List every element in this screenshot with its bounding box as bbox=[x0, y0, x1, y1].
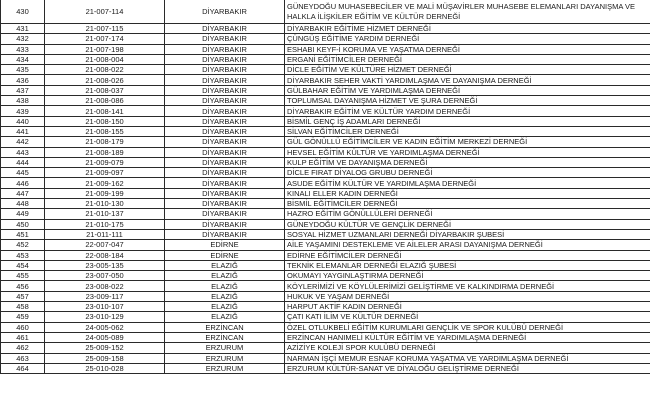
table-row bbox=[1, 34, 650, 44]
province: DİYARBAKIR bbox=[165, 157, 285, 167]
registry-code: 25-009-158 bbox=[45, 353, 165, 363]
association-name: BİSMİL EĞİTİMCİLER DERNEĞİ bbox=[285, 199, 650, 209]
province: DİYARBAKIR bbox=[165, 178, 285, 188]
row-number: 462 bbox=[1, 343, 45, 353]
association-name: NARMAN İŞÇİ MEMUR ESNAF KORUMA YAŞATMA VE YARDIMLAŞMA DERNEĞİ bbox=[285, 353, 650, 363]
table-row bbox=[1, 126, 650, 136]
province: DİYARBAKIR bbox=[165, 137, 285, 147]
registry-code: 21-008-189 bbox=[45, 147, 165, 157]
registry-code: 23-009-117 bbox=[45, 291, 165, 301]
province: DİYARBAKIR bbox=[165, 0, 285, 24]
association-name: DİYARBAKIR SEHER VAKTİ YARDIMLAŞMA VE DAYANIŞMA DERNEĞİ bbox=[285, 75, 650, 85]
registry-code: 22-007-047 bbox=[45, 240, 165, 250]
table-row bbox=[1, 302, 650, 312]
table-row bbox=[1, 44, 650, 54]
association-name: DİCLE FIRAT DİYALOG GRUBU DERNEĞİ bbox=[285, 168, 650, 178]
row-number: 458 bbox=[1, 302, 45, 312]
row-number: 447 bbox=[1, 188, 45, 198]
registry-code: 21-010-175 bbox=[45, 219, 165, 229]
row-number: 463 bbox=[1, 353, 45, 363]
association-name: DİCLE EĞİTİM VE KÜLTÜRE HİZMET DERNEĞİ bbox=[285, 65, 650, 75]
registry-code: 24-005-062 bbox=[45, 322, 165, 332]
association-name: TEKNİK ELEMANLAR DERNEĞİ ELAZIĞ ŞUBESİ bbox=[285, 260, 650, 270]
row-number: 449 bbox=[1, 209, 45, 219]
table-row bbox=[1, 24, 650, 34]
association-name: ERZİNCAN HANIMELİ KÜLTÜR EĞİTİM VE YARDIMLAŞMA DERNEĞİ bbox=[285, 332, 650, 342]
association-name: ÇÜNGÜŞ EĞİTİME YARDIM DERNEĞİ bbox=[285, 34, 650, 44]
province: DİYARBAKIR bbox=[165, 85, 285, 95]
province: DİYARBAKIR bbox=[165, 188, 285, 198]
table-row bbox=[1, 250, 650, 260]
registry-code: 21-007-198 bbox=[45, 44, 165, 54]
registry-code: 25-009-152 bbox=[45, 343, 165, 353]
table-row bbox=[1, 209, 650, 219]
row-number: 439 bbox=[1, 106, 45, 116]
row-number: 444 bbox=[1, 157, 45, 167]
registry-code: 23-010-107 bbox=[45, 302, 165, 312]
table-row bbox=[1, 168, 650, 178]
row-number: 452 bbox=[1, 240, 45, 250]
province: ELAZIĞ bbox=[165, 271, 285, 281]
association-name: AİLE YAŞAMINI DESTEKLEME VE AİLELER ARASI DAYANIŞMA DERNEĞİ bbox=[285, 240, 650, 250]
registry-code: 24-005-089 bbox=[45, 332, 165, 342]
registry-code: 22-008-184 bbox=[45, 250, 165, 260]
province: ERZURUM bbox=[165, 363, 285, 373]
province: ELAZIĞ bbox=[165, 281, 285, 291]
province: DİYARBAKIR bbox=[165, 34, 285, 44]
registry-code: 21-008-022 bbox=[45, 65, 165, 75]
association-name: OKUMAYI YAYGINLAŞTIRMA DERNEĞİ bbox=[285, 271, 650, 281]
registry-code: 21-007-114 bbox=[45, 0, 165, 24]
province: ERZİNCAN bbox=[165, 332, 285, 342]
province: ELAZIĞ bbox=[165, 302, 285, 312]
row-number: 442 bbox=[1, 137, 45, 147]
registry-code: 21-007-115 bbox=[45, 24, 165, 34]
table-row bbox=[1, 219, 650, 229]
association-name: ESHABI KEYF-İ KORUMA VE YAŞATMA DERNEĞİ bbox=[285, 44, 650, 54]
association-name: HEVSEL EĞİTİM KÜLTÜR VE YARDIMLAŞMA DERNEĞİ bbox=[285, 147, 650, 157]
table-row bbox=[1, 332, 650, 342]
province: ERZİNCAN bbox=[165, 322, 285, 332]
row-number: 455 bbox=[1, 271, 45, 281]
table-row bbox=[1, 322, 650, 332]
province: DİYARBAKIR bbox=[165, 65, 285, 75]
association-name: HARPUT AKTİF KADIN DERNEĞİ bbox=[285, 302, 650, 312]
province: DİYARBAKIR bbox=[165, 126, 285, 136]
registry-code: 21-009-199 bbox=[45, 188, 165, 198]
row-number: 451 bbox=[1, 229, 45, 239]
registry-code: 25-010-028 bbox=[45, 363, 165, 373]
row-number: 461 bbox=[1, 332, 45, 342]
registry-code: 21-010-137 bbox=[45, 209, 165, 219]
association-name: ASUDE EĞİTİM KÜLTÜR VE YARDIMLAŞMA DERNEĞİ bbox=[285, 178, 650, 188]
table-row bbox=[1, 229, 650, 239]
table-row bbox=[1, 271, 650, 281]
row-number: 453 bbox=[1, 250, 45, 260]
province: DİYARBAKIR bbox=[165, 168, 285, 178]
association-name: HAZRO EĞİTİM GÖNÜLLÜLERİ DERNEĞİ bbox=[285, 209, 650, 219]
association-name: DİYARBAKIR EĞİTİM VE KÜLTÜR YARDIM DERNEĞİ bbox=[285, 106, 650, 116]
province: EDİRNE bbox=[165, 240, 285, 250]
table-row bbox=[1, 188, 650, 198]
table-row bbox=[1, 85, 650, 95]
table-row bbox=[1, 281, 650, 291]
province: EDİRNE bbox=[165, 250, 285, 260]
registry-code: 21-008-179 bbox=[45, 137, 165, 147]
province: DİYARBAKIR bbox=[165, 24, 285, 34]
association-name: SİLVAN EĞİTİMCİLER DERNEĞİ bbox=[285, 126, 650, 136]
row-number: 432 bbox=[1, 34, 45, 44]
row-number: 441 bbox=[1, 126, 45, 136]
registry-code: 21-008-086 bbox=[45, 96, 165, 106]
province: DİYARBAKIR bbox=[165, 147, 285, 157]
association-name: TOPLUMSAL DAYANIŞMA HİZMET VE ŞURA DERNEĞİ bbox=[285, 96, 650, 106]
row-number: 445 bbox=[1, 168, 45, 178]
registry-code: 23-005-135 bbox=[45, 260, 165, 270]
registry-code: 21-008-155 bbox=[45, 126, 165, 136]
registry-code: 23-007-050 bbox=[45, 271, 165, 281]
table-row bbox=[1, 0, 650, 24]
province: DİYARBAKIR bbox=[165, 75, 285, 85]
registry-code: 21-009-162 bbox=[45, 178, 165, 188]
table-row bbox=[1, 65, 650, 75]
row-number: 450 bbox=[1, 219, 45, 229]
row-number: 448 bbox=[1, 199, 45, 209]
province: DİYARBAKIR bbox=[165, 116, 285, 126]
association-name: KÖYLERİMİZİ VE KÖYLÜLERİMİZİ GELİŞTİRME VE KALKINDIRMA DERNEĞİ bbox=[285, 281, 650, 291]
table-row bbox=[1, 199, 650, 209]
registry-code: 21-009-079 bbox=[45, 157, 165, 167]
province: ELAZIĞ bbox=[165, 260, 285, 270]
row-number: 454 bbox=[1, 260, 45, 270]
table-row bbox=[1, 147, 650, 157]
table-row bbox=[1, 312, 650, 322]
table-body bbox=[1, 0, 650, 374]
registry-code: 21-008-141 bbox=[45, 106, 165, 116]
association-name: ERZURUM KÜLTÜR-SANAT VE DİYALOĞU GELİŞTİRME DERNEĞİ bbox=[285, 363, 650, 373]
association-name: GÜNEYDOĞU KÜLTÜR VE GENÇLİK DERNEĞİ bbox=[285, 219, 650, 229]
row-number: 435 bbox=[1, 65, 45, 75]
table-row bbox=[1, 353, 650, 363]
province: ELAZIĞ bbox=[165, 312, 285, 322]
registry-code: 21-007-174 bbox=[45, 34, 165, 44]
province: ELAZIĞ bbox=[165, 291, 285, 301]
row-number: 459 bbox=[1, 312, 45, 322]
registry-code: 21-008-037 bbox=[45, 85, 165, 95]
table-row bbox=[1, 157, 650, 167]
row-number: 443 bbox=[1, 147, 45, 157]
province: DİYARBAKIR bbox=[165, 199, 285, 209]
table-row bbox=[1, 137, 650, 147]
province: ERZURUM bbox=[165, 353, 285, 363]
association-name: HUKUK VE YAŞAM DERNEĞİ bbox=[285, 291, 650, 301]
table-row bbox=[1, 75, 650, 85]
registry-code: 21-008-150 bbox=[45, 116, 165, 126]
association-name: BİSMİL GENÇ İŞ ADAMLARI DERNEĞİ bbox=[285, 116, 650, 126]
association-name: ERGANİ EĞİTİMCİLER DERNEĞİ bbox=[285, 54, 650, 64]
row-number: 446 bbox=[1, 178, 45, 188]
association-name: KULP EĞİTİM VE DAYANIŞMA DERNEĞİ bbox=[285, 157, 650, 167]
row-number: 436 bbox=[1, 75, 45, 85]
registry-code: 21-011-111 bbox=[45, 229, 165, 239]
province: DİYARBAKIR bbox=[165, 96, 285, 106]
table-row bbox=[1, 96, 650, 106]
row-number: 456 bbox=[1, 281, 45, 291]
row-number: 464 bbox=[1, 363, 45, 373]
table-row bbox=[1, 363, 650, 373]
registry-code: 23-008-022 bbox=[45, 281, 165, 291]
province: ERZURUM bbox=[165, 343, 285, 353]
registry-code: 21-009-097 bbox=[45, 168, 165, 178]
table-row bbox=[1, 240, 650, 250]
table-row bbox=[1, 260, 650, 270]
registry-code: 21-008-026 bbox=[45, 75, 165, 85]
association-name: KINALI ELLER KADIN DERNEĞİ bbox=[285, 188, 650, 198]
row-number: 434 bbox=[1, 54, 45, 64]
association-name: ÖZEL OTLUKBELİ EĞİTİM KURUMLARI GENÇLİK VE SPOR KULÜBÜ DERNEĞİ bbox=[285, 322, 650, 332]
table-row bbox=[1, 54, 650, 64]
association-name: SOSYAL HİZMET UZMANLARI DERNEĞİ DİYARBAKIR ŞUBESİ bbox=[285, 229, 650, 239]
table-row bbox=[1, 178, 650, 188]
province: DİYARBAKIR bbox=[165, 54, 285, 64]
association-name: EDİRNE EĞİTİMCİLER DERNEĞİ bbox=[285, 250, 650, 260]
association-name: GÜL GÖNÜLLÜ EĞİTİMCİLER VE KADIN EĞİTİM MERKEZİ DERNEĞİ bbox=[285, 137, 650, 147]
table-row bbox=[1, 291, 650, 301]
association-name: GÜLBAHAR EĞİTİM VE YARDIMLAŞMA DERNEĞİ bbox=[285, 85, 650, 95]
row-number: 460 bbox=[1, 322, 45, 332]
province: DİYARBAKIR bbox=[165, 106, 285, 116]
registry-code: 21-010-130 bbox=[45, 199, 165, 209]
row-number: 457 bbox=[1, 291, 45, 301]
province: DİYARBAKIR bbox=[165, 219, 285, 229]
registry-code: 23-010-129 bbox=[45, 312, 165, 322]
row-number: 431 bbox=[1, 24, 45, 34]
association-name: DİYARBAKIR EĞİTİME HİZMET DERNEĞİ bbox=[285, 24, 650, 34]
province: DİYARBAKIR bbox=[165, 229, 285, 239]
row-number: 437 bbox=[1, 85, 45, 95]
row-number: 438 bbox=[1, 96, 45, 106]
row-number: 433 bbox=[1, 44, 45, 54]
table-row bbox=[1, 343, 650, 353]
registry-code: 21-008-004 bbox=[45, 54, 165, 64]
row-number: 440 bbox=[1, 116, 45, 126]
province: DİYARBAKIR bbox=[165, 44, 285, 54]
association-name: ÇATI KATI İLİM VE KÜLTÜR DERNEĞİ bbox=[285, 312, 650, 322]
province: DİYARBAKIR bbox=[165, 209, 285, 219]
association-name: GÜNEYDOĞU MUHASEBECİLER VE MALİ MÜŞAVİRLER MUHASEBE ELEMANLARI DAYANIŞMA VE HALKLA İLİŞKİLER EĞİTİM VE KÜLTÜR DERNEĞİ bbox=[285, 0, 650, 24]
table-row bbox=[1, 116, 650, 126]
association-name: AZİZİYE KOLEJİ SPOR KULÜBÜ DERNEĞİ bbox=[285, 343, 650, 353]
row-number: 430 bbox=[1, 0, 45, 24]
table-row bbox=[1, 106, 650, 116]
